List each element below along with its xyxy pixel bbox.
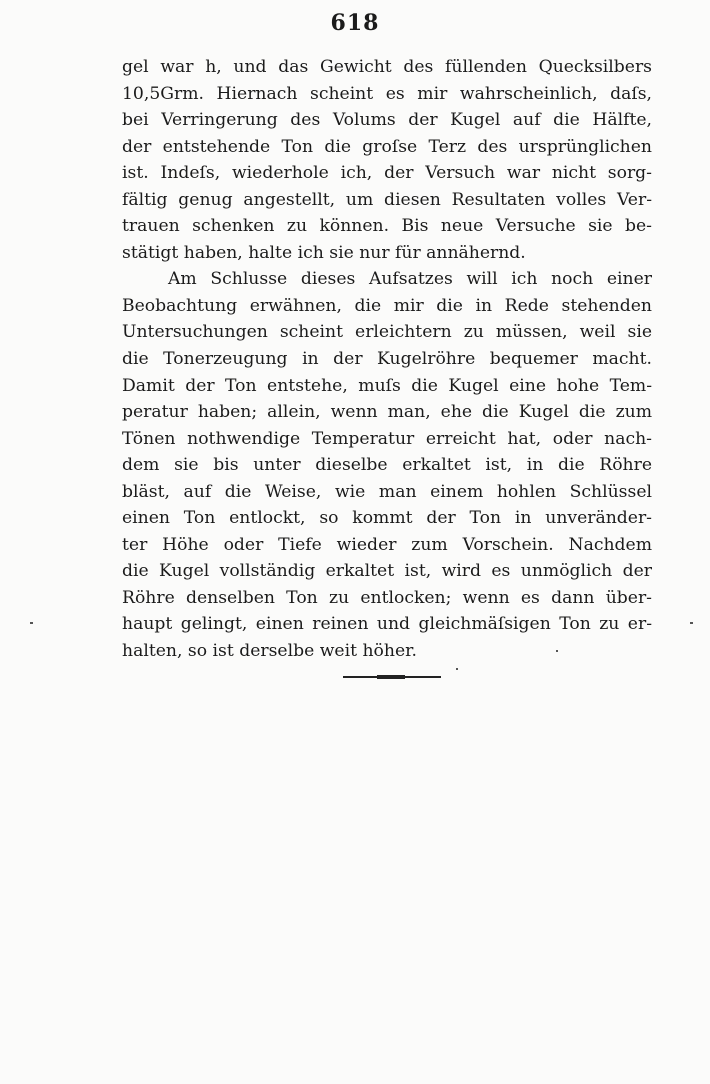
text-line: bläst, auf die Weise, wie man einem hohlen Schlüssel bbox=[122, 481, 652, 502]
text-line: Damit der Ton entstehe, muſs die Kugel eine hohe Tem- bbox=[122, 375, 652, 396]
page-number: 618 bbox=[330, 10, 380, 36]
scan-speck bbox=[30, 622, 33, 624]
text-line: 10,5Grm. Hiernach scheint es mir wahrscheinlich, daſs, bbox=[122, 83, 652, 104]
scan-speck bbox=[556, 650, 558, 652]
text-line: peratur haben; allein, wenn man, ehe die Kugel die zum bbox=[122, 402, 652, 423]
text-line: bei Verringerung des Volums der Kugel auf die Hälfte, bbox=[122, 110, 652, 131]
text-line: die Kugel vollständig erkaltet ist, wird es unmöglich der bbox=[122, 561, 652, 582]
text-line: die Tonerzeugung in der Kugelröhre bequemer macht. bbox=[122, 349, 652, 370]
text-line: ter Höhe oder Tiefe wieder zum Vorschein. Nachdem bbox=[122, 534, 652, 555]
closing-rule bbox=[343, 676, 441, 678]
text-line: fältig genug angestellt, um diesen Resultaten volles Ver- bbox=[122, 189, 652, 210]
scan-speck bbox=[690, 622, 693, 624]
text-line: Beobachtung erwähnen, die mir die in Rede stehenden bbox=[122, 295, 652, 316]
text-line: haupt gelingt, einen reinen und gleichmäſsigen Ton zu er- bbox=[122, 614, 652, 635]
text-line: trauen schenken zu können. Bis neue Versuche sie be- bbox=[122, 216, 652, 237]
text-line: Tönen nothwendige Temperatur erreicht hat, oder nach- bbox=[122, 428, 652, 449]
text-line: Untersuchungen scheint erleichtern zu müssen, weil sie bbox=[122, 322, 652, 343]
text-line: stätigt haben, halte ich sie nur für annähernd. bbox=[122, 242, 526, 263]
text-line: dem sie bis unter dieselbe erkaltet ist, in die Röhre bbox=[122, 455, 652, 476]
scan-speck bbox=[456, 668, 458, 670]
text-line: Röhre denselben Ton zu entlocken; wenn es dann über- bbox=[122, 587, 652, 608]
text-line: ist. Indeſs, wiederhole ich, der Versuch war nicht sorg- bbox=[122, 163, 652, 184]
text-line: gel war h, und das Gewicht des füllenden Quecksilbers bbox=[122, 57, 652, 77]
text-line: Am Schlusse dieses Aufsatzes will ich noch einer bbox=[168, 269, 652, 290]
text-line: einen Ton entlockt, so kommt der Ton in unveränder- bbox=[122, 508, 652, 529]
text-line: der entstehende Ton die groſse Terz des ursprünglichen bbox=[122, 136, 652, 157]
body-text bbox=[122, 54, 652, 665]
text-line: halten, so ist derselbe weit höher. bbox=[122, 641, 417, 662]
